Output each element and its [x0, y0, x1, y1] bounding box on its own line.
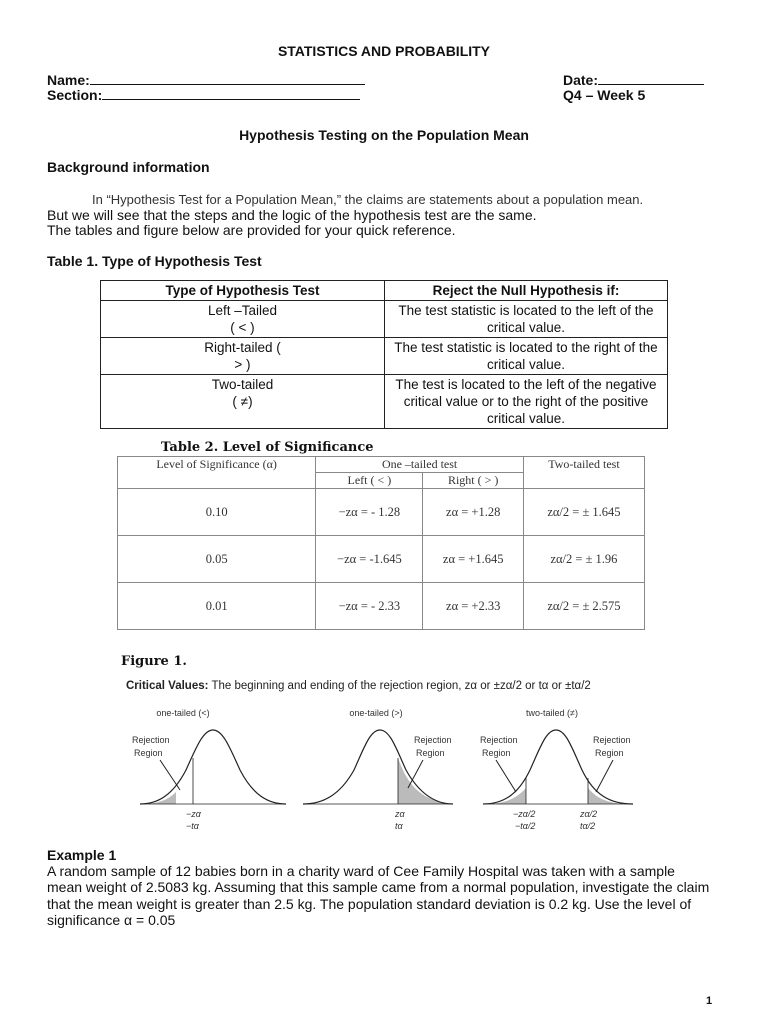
panel-title: one-tailed (>)	[349, 708, 403, 718]
table-cell	[101, 375, 385, 429]
test-symbol: ( < )	[230, 320, 255, 335]
two-tailed-cell: zα/2 = ± 1.96	[523, 536, 644, 583]
name-field[interactable]	[47, 72, 365, 88]
left-critical-cell: −zα = -1.645	[316, 536, 423, 583]
figure1-caption: Figure 1.	[121, 654, 187, 669]
table2-caption: Table 2. Level of Significance	[161, 440, 374, 455]
table-header-row	[118, 457, 645, 473]
table-header-cell: Left ( < )	[316, 473, 423, 489]
table-header-cell: Reject the Null Hypothesis if:	[385, 281, 668, 301]
critical-t-left: −tα/2	[515, 821, 536, 831]
table-header-cell: Two-tailed test	[523, 457, 644, 489]
panel-title: one-tailed (<)	[156, 708, 210, 718]
table-cell: The test statistic is located to the right of the critical value.	[385, 338, 668, 375]
critical-t-right: tα/2	[580, 821, 596, 831]
quarter-week: Q4 – Week 5	[563, 87, 646, 103]
significance-table	[117, 456, 645, 630]
table-row	[118, 536, 645, 583]
section-line	[102, 87, 360, 100]
hypothesis-type-table	[100, 280, 668, 429]
rejection-label: Rejection	[480, 735, 518, 745]
test-symbol: ( ≠)	[232, 394, 253, 409]
example-line-2: mean weight of 2.5083 kg. Assuming that this sample came from a normal population, investigate the claim	[47, 879, 710, 895]
table-cell	[101, 338, 385, 375]
arrow	[496, 760, 516, 792]
region-label: Region	[134, 748, 163, 758]
section-field[interactable]	[47, 87, 360, 103]
critical-t: −tα	[186, 821, 199, 831]
right-critical-cell: zα = +2.33	[423, 583, 523, 630]
test-type: Left –Tailed	[207, 303, 278, 318]
name-label: Name:	[47, 72, 90, 88]
panel-left-tailed	[132, 708, 286, 831]
right-critical-cell: zα = +1.645	[423, 536, 523, 583]
table-cell: The test statistic is located to the left of the critical value.	[385, 301, 668, 338]
rejection-region-shading	[483, 788, 526, 804]
critical-values-text: The beginning and ending of the rejection region, zα or ±zα/2 or tα or ±tα/2	[211, 680, 591, 692]
example-line-1: A random sample of 12 babies born in a charity ward of Cee Family Hospital was taken with a sample	[47, 863, 675, 879]
test-symbol: > )	[234, 357, 251, 372]
rejection-region-shading	[398, 758, 448, 804]
critical-z-left: −zα/2	[513, 809, 536, 819]
example-line-4: significance α = 0.05	[47, 912, 176, 928]
left-critical-cell: −zα = - 1.28	[316, 489, 423, 536]
lesson-title: Hypothesis Testing on the Population Mean	[239, 127, 529, 143]
test-type: Right-tailed (	[204, 340, 281, 355]
critical-z: −zα	[186, 809, 201, 819]
example-line-3: that the mean weight is greater than 2.5 kg. The population standard deviation is 0.2 kg. Use the level of	[47, 896, 692, 912]
table-row	[101, 301, 668, 338]
rejection-label: Rejection	[414, 735, 452, 745]
table-row	[101, 375, 668, 429]
table-row	[118, 583, 645, 630]
region-label: Region	[416, 748, 445, 758]
section-label: Section:	[47, 87, 103, 103]
panel-two-tailed	[480, 708, 633, 831]
rejection-region-shading	[588, 788, 633, 804]
background-line-2: But we will see that the steps and the logic of the hypothesis test are the same.	[47, 207, 537, 223]
table-header-cell: Type of Hypothesis Test	[101, 281, 385, 301]
critical-z-right: zα/2	[580, 809, 598, 819]
background-heading: Background information	[47, 159, 210, 175]
rejection-label: Rejection	[132, 735, 170, 745]
region-label: Region	[595, 748, 624, 758]
table1-caption: Table 1. Type of Hypothesis Test	[47, 253, 262, 269]
date-field[interactable]	[563, 72, 704, 88]
table-row	[118, 489, 645, 536]
example-heading: Example 1	[47, 847, 117, 863]
table-row	[101, 338, 668, 375]
alpha-cell: 0.05	[118, 536, 316, 583]
date-label: Date:	[563, 72, 599, 88]
test-type: Two-tailed	[211, 377, 274, 392]
background-line-3: The tables and figure below are provided for your quick reference.	[47, 222, 456, 238]
arrow	[596, 760, 613, 792]
critical-values-label: Critical Values:	[126, 680, 209, 692]
alpha-cell: 0.01	[118, 583, 316, 630]
table-header-row	[101, 281, 668, 301]
arrow	[160, 760, 180, 790]
two-tailed-cell: zα/2 = ± 2.575	[523, 583, 644, 630]
table-cell	[101, 301, 385, 338]
rejection-region-shading	[140, 792, 176, 804]
critical-z: zα	[395, 809, 405, 819]
page-title: STATISTICS AND PROBABILITY	[277, 43, 491, 59]
date-line	[598, 72, 704, 85]
critical-t: tα	[395, 821, 403, 831]
name-line	[90, 72, 365, 85]
critical-values-caption	[126, 680, 591, 692]
panel-title: two-tailed (≠)	[526, 708, 578, 718]
critical-value-curves	[118, 700, 648, 840]
table-cell: The test is located to the left of the negative critical value or to the right of the positive critical value.	[385, 375, 668, 429]
background-line-1: In “Hypothesis Test for a Population Mean,” the claims are statements about a population mean.	[92, 192, 644, 207]
right-critical-cell: zα = +1.28	[423, 489, 523, 536]
two-tailed-cell: zα/2 = ± 1.645	[523, 489, 644, 536]
alpha-cell: 0.10	[118, 489, 316, 536]
rejection-label: Rejection	[593, 735, 631, 745]
page-number: 1	[706, 995, 713, 1007]
table-header-cell: Level of Significance (α)	[118, 457, 316, 489]
table-header-cell: One –tailed test	[316, 457, 524, 473]
table-header-cell: Right ( > )	[423, 473, 523, 489]
left-critical-cell: −zα = - 2.33	[316, 583, 423, 630]
panel-right-tailed	[303, 708, 453, 831]
region-label: Region	[482, 748, 511, 758]
